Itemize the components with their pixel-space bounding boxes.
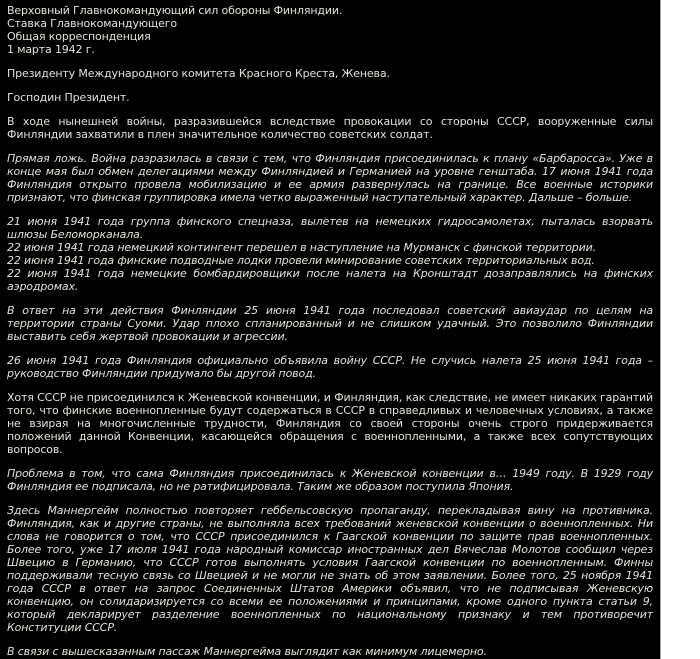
paragraph-commentary-war-declared: 26 июня 1941 года Финляндия официально объявила войну СССР. Не случись налета 25 июня 1941 года – руководство Финляндии придумало бы другой повод.	[7, 354, 653, 380]
paragraph-commentary-barbarossa: Прямая ложь. Война разразилась в связи с тем, что Финляндия присоединилась к плану «Барбаросса». Уже в конце мая был обмен делегациями между Финляндией и Германией на уровне генштаба. 17 июня 1941 года Финляндия открыто провела мобилизацию и ее армия развернулась на границе. Все военные историки признают, что финская группировка имела четко выраженный наступательный характер. Дальше – больше.	[7, 152, 653, 204]
paragraph-letter-geneva-convention: Хотя СССР не присоединился к Женевской конвенции, и Финляндия, как следствие, не имеет никаких гарантий того, что финские военнопленные будут содержаться в СССР в справедливых и человечных условиях, а также не взирая на многочисленные трудности, Финляндия со своей стороны очень строго придерживается положений данной Конвенции, касающейся обращения с военнопленными, а также всех сопутствующих вопросов.	[7, 391, 653, 456]
addressee-line: Президенту Международного комитета Красного Креста, Женева.	[7, 67, 390, 80]
header-line-sender: Верховный Главнокомандующий сил обороны Финляндии.	[7, 4, 343, 17]
paragraph-commentary-ratification: Проблема в том, что сама Финляндия присоединилась к Женевской конвенции в… 1949 году. В 1929 году Финляндия ее подписала, но не ратифицировала. Таким же образом поступила Япония.	[7, 467, 653, 493]
salutation-line: Господин Президент.	[7, 91, 130, 104]
paragraph-commentary-mannerheim-propaganda: Здесь Маннергейм полностью повторяет геббельсовскую пропаганду, перекладывая вину на противника. Финляндия, как и другие страны, не выполняла всех требований женевской конвенции о военнопленных. Ни слова не говорится о том, что СССР присоединился к Гаагской конвенции по защите прав военнопленных. Более того, уже 17 июля 1941 года народный комиссар иностранных дел Вячеслав Молотов сообщил через Швецию в Германию, что СССР готов выполнять условия Гаагской конвенции по военнопленным. Финны поддерживали тесную связь со Швецией и не могли не знать об этом заявлении. Более того, 25 ноября 1941 года СССР в ответ на запрос Соединенных Штатов Америки объявил, что не подписывая Женевскую конвенцию, он солидаризируется со всеми ее положениями и принципами, кроме одного пункта статьи 9, который декларирует разделение военнопленных по национальному признаку и тем противоречит Конституции СССР.	[7, 504, 653, 634]
paragraph-commentary-conclusion: В связи с вышесказанным пассаж Маннергейма выглядит как минимум лицемерно.	[7, 645, 487, 658]
paragraph-letter-claim: В ходе нынешней войны, разразившейся вследствие провокации со стороны СССР, вооруженные силы Финляндии захватили в плен значительное количество советских солдат.	[7, 115, 653, 141]
paragraph-event-june22-mines: 22 июня 1941 года финские подводные лодки провели минирование советских территориальных вод.	[7, 254, 595, 267]
header-line-correspondence: Общая корреспонденция	[7, 30, 151, 43]
right-page-margin	[661, 0, 700, 659]
paragraph-event-june22-murmansk: 22 июня 1941 года немецкий контингент перешел в наступление на Мурманск с финской территории.	[7, 241, 596, 254]
paragraph-commentary-airstrike: В ответ на эти действия Финляндии 25 июня 1941 года последовал советский авиаудар по целям на территории страны Суоми. Удар плохо спланированный и не слишком удачный. Это позволило Финляндии выставить себя жертвой провокации и агрессии.	[7, 304, 653, 343]
paragraph-event-june21: 21 июня 1941 года группа финского спецназа, вылетев на немецких гидросамолетах, пыталась взорвать шлюзы Беломорканала.	[7, 215, 653, 241]
header-line-date: 1 марта 1942 г.	[7, 43, 95, 56]
paragraph-event-june22-bombers: 22 июня 1941 года немецкие бомбардировщики после налета на Кронштадт дозаправлялись на финских аэродромах.	[7, 267, 653, 293]
header-line-office: Ставка Главнокомандующего	[7, 17, 177, 30]
